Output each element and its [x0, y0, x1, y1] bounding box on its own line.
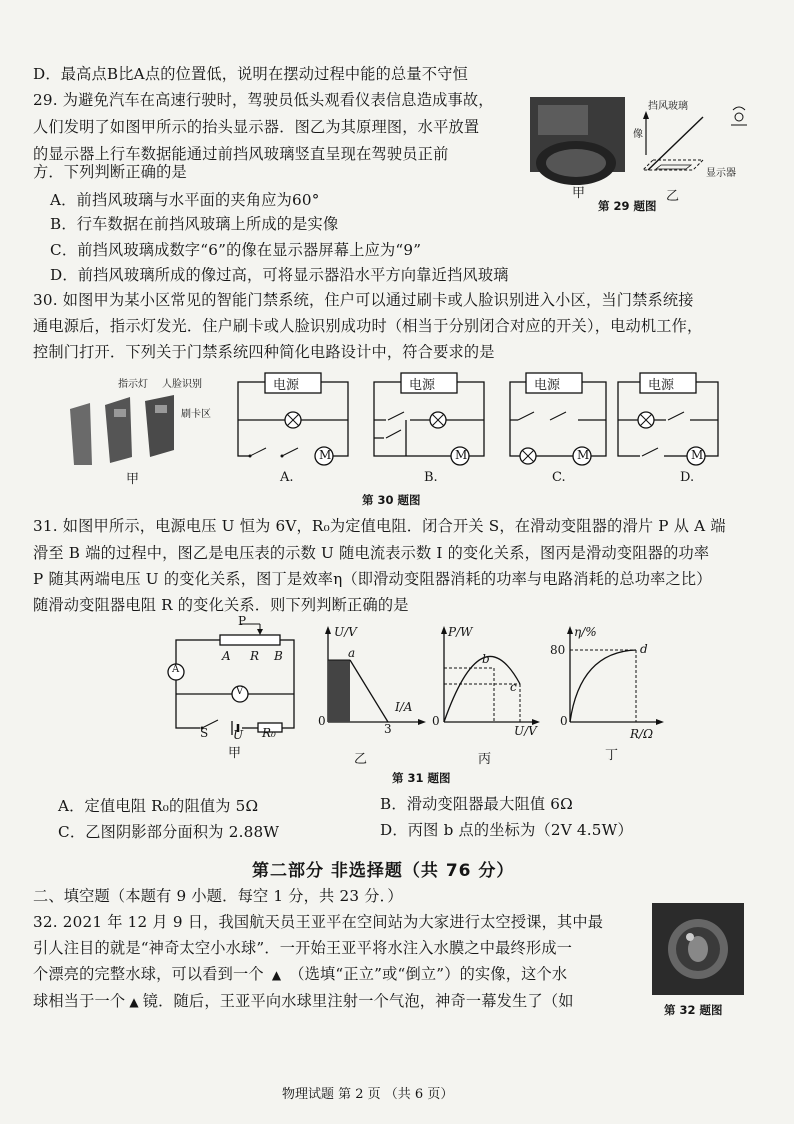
q31-stem-line-4: 随滑动变阻器电阻 R 的变化关系．则下列判断正确的是 [33, 596, 409, 614]
circuit-c-label: C. [552, 470, 566, 485]
q31-caption: 第 31 题图 [392, 771, 451, 785]
circuit-c-motor-label: M [577, 448, 590, 462]
q31-end-b-label: B [274, 649, 283, 663]
q30-indicator-label: 指示灯 [118, 379, 148, 390]
q31-yi-ylabel: U/V [334, 625, 357, 639]
q31-source-u-label: U [233, 728, 244, 742]
q32-line-2: 引人注目的就是“神奇太空小水球”．一开始王亚平将水注入水膜之中最终形成一 [33, 939, 573, 957]
q31-option-d: D．丙图 b 点的坐标为（2V 4.5W） [380, 821, 633, 839]
q31-jia-label: 甲 [228, 746, 242, 761]
q29-windshield-label: 挡风玻璃 [648, 101, 688, 112]
q31-stem-line-2: 滑至 B 端的过程中，图乙是电压表的示数 U 随电流表示数 I 的变化关系，图丙是滑动变阻器的功率 [33, 544, 710, 562]
q32-line-4 [33, 991, 574, 1012]
q31-end-a-label: A [222, 649, 231, 663]
q31-ammeter-label: A [172, 664, 180, 675]
circuit-a-lamp-icon [285, 412, 301, 428]
circuit-d-label: D. [680, 470, 695, 485]
q30-face-label: 人脸识别 [162, 379, 202, 390]
q30-circuits [230, 370, 720, 470]
q31-yi-origin: 0 [318, 714, 326, 728]
q31-circuit [160, 622, 300, 737]
q32-caption: 第 32 题图 [664, 1003, 723, 1017]
q29-option-b: B．行车数据在前挡风玻璃上所成的是实像 [50, 215, 339, 233]
fill-in-heading: 二、填空题（本题有 9 小题．每空 1 分，共 23 分．） [33, 887, 403, 905]
q31-option-c: C．乙图阴影部分面积为 2.88W [58, 823, 280, 841]
q31-r-label: R [250, 649, 260, 663]
q31-ding-xlabel: R/Ω [630, 727, 654, 741]
q30-caption: 第 30 题图 [362, 493, 421, 507]
q30-gate-photo [70, 395, 180, 465]
q29-image-label: 像 [633, 129, 643, 140]
q31-ding-ymax: 80 [550, 643, 566, 657]
q31-yi-line [350, 660, 388, 722]
q31-ding-origin: 0 [560, 714, 568, 728]
circuit-d-motor-label: M [691, 448, 704, 462]
q29-driver-eye-icon [735, 113, 743, 121]
q31-r0-label: R₀ [262, 726, 276, 740]
q32-blank-1[interactable]: ▲ [271, 968, 282, 982]
q31-switch-label: S [200, 726, 209, 740]
q32-blank-2[interactable]: ▲ [129, 995, 139, 1009]
q30-stem-line-1: 30. 如图甲为某小区常见的智能门禁系统，住户可以通过刷卡或人脸识别进入小区，当门禁系统接 [33, 291, 694, 309]
circuit-a-label: A. [280, 470, 294, 485]
q31-ding-ylabel: η/% [574, 625, 597, 639]
q31-rheostat [220, 635, 280, 645]
q30-jia-label: 甲 [126, 472, 140, 487]
q29-stem-line-2: 人们发明了如图甲所示的抬头显示器．图乙为其原理图，水平放置 [33, 118, 480, 136]
q31-bing-ylabel: P/W [448, 625, 473, 639]
q29-display-label: 显示器 [706, 168, 736, 179]
q30-stem-line-2: 通电源后，指示灯发光．住户刷卡或人脸识别成功时（相当于分别闭合对应的开关），电动机工作， [33, 317, 703, 335]
q31-stem-line-3: P 随其两端电压 U 的变化关系，图丁是效率η（即滑动变阻器消耗的功率与电路消耗的总功率之比） [33, 570, 712, 588]
q31-bing-point-b: b [482, 652, 490, 666]
q32-line-3 [33, 964, 567, 985]
q31-ding-label: 丁 [605, 748, 619, 763]
q28-option-d: D．最高点B比A点的位置低，说明在摆动过程中能的总量不守恒 [33, 65, 468, 83]
circuit-b-motor-label: M [455, 448, 468, 462]
q29-figure [528, 95, 768, 215]
q31-yi-shaded-area [328, 660, 350, 722]
q32-line-3-start: 个漂亮的完整水球，可以看到一个 [33, 965, 264, 983]
q29-option-d: D．前挡风玻璃所成的像过高，可将显示器沿水平方向靠近挡风玻璃 [50, 266, 509, 284]
q31-yi-xlabel: I/A [395, 700, 413, 714]
q31-bing-xlabel: U/V [514, 724, 537, 738]
q31-stem-line-1: 31. 如图甲所示，电源电压 U 恒为 6V，R₀为定值电阻．闭合开关 S，在滑动变阻器的滑片 P 从 A 端 [33, 517, 726, 535]
q31-bing-curve [444, 656, 520, 722]
q32-line-4-start: 球相当于一个 [33, 992, 126, 1010]
q29-windshield-line [648, 117, 703, 170]
q31-bing-origin: 0 [432, 714, 440, 728]
q31-yi-xmax: 3 [384, 722, 392, 736]
q31-bing-point-c: c [510, 680, 517, 694]
circuit-a-motor-label: M [319, 448, 332, 462]
q31-option-a: A．定值电阻 R₀的阻值为 5Ω [58, 797, 259, 815]
q29-stem-line-4: 方．下列判断正确的是 [33, 163, 187, 181]
q31-voltmeter-label: V [236, 686, 244, 697]
q31-ding-curve [570, 650, 636, 722]
circuit-a-power-label: 电源 [273, 378, 300, 393]
q29-stem-line-3: 的显示器上行车数据能通过前挡风玻璃竖直呈现在驾驶员正前 [33, 145, 449, 163]
q32-line-4-end: 镜．随后，王亚平向水球里注射一个气泡，神奇一幕发生了（如 [142, 992, 574, 1010]
circuit-b-label: B. [424, 470, 438, 485]
q31-ding-point-d: d [640, 642, 648, 656]
circuit-d-power-label: 电源 [648, 378, 675, 393]
q29-yi-label: 乙 [666, 189, 680, 204]
circuit-c-power-label: 电源 [534, 378, 561, 393]
q31-yi-label: 乙 [354, 752, 368, 767]
q29-option-c: C．前挡风玻璃成数字“6”的像在显示器屏幕上应为“9” [50, 241, 422, 259]
q32-line-1: 32. 2021 年 12 月 9 日，我国航天员王亚平在空间站为大家进行太空授课，其中最 [33, 913, 604, 931]
q31-option-b: B．滑动变阻器最大阻值 6Ω [380, 795, 573, 813]
q29-caption: 第 29 题图 [598, 199, 657, 213]
q32-line-3-end: （选填“正立”或“倒立”）的实像，这个水 [289, 965, 568, 983]
q30-stem-line-3: 控制门打开．下列关于门禁系统四种简化电路设计中，符合要求的是 [33, 343, 495, 361]
circuit-b-power-label: 电源 [409, 378, 436, 393]
q31-bing-label: 丙 [478, 752, 492, 767]
q29-option-a: A．前挡风玻璃与水平面的夹角应为60° [50, 191, 320, 209]
q29-stem-line-1: 29. 为避免汽车在高速行驶时，驾驶员低头观看仪表信息造成事故， [33, 91, 494, 109]
q31-yi-point-a: a [348, 646, 356, 660]
q32-water-ball-photo [652, 903, 744, 995]
q31-slider-p-label: P [238, 614, 247, 628]
q30-card-label: 刷卡区 [181, 409, 211, 420]
page-footer: 物理试题 第 2 页 （共 6 页） [282, 1087, 454, 1102]
q29-jia-label: 甲 [572, 186, 586, 201]
part2-title: 第二部分 非选择题（共 76 分） [252, 861, 515, 881]
